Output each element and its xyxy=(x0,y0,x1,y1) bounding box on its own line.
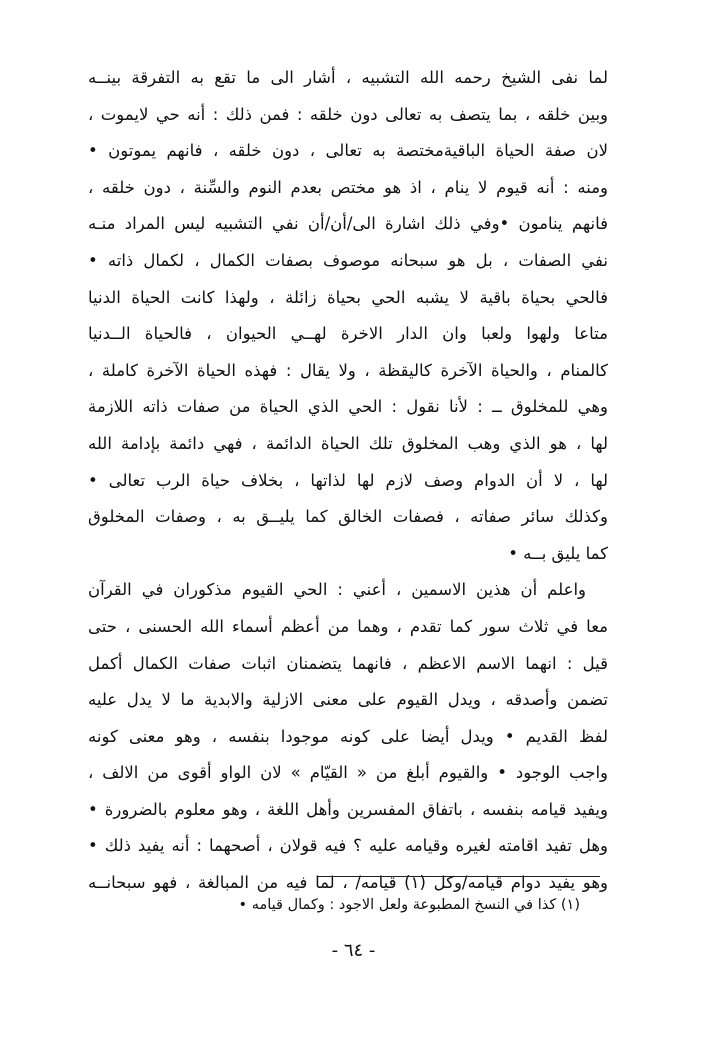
footnote-divider xyxy=(318,876,600,877)
text-line: لها ، لا أن الدوام وصف لازم لها لذاتها ، بخلاف حياة الرب تعالى • xyxy=(88,470,608,490)
footnote: (١) كذا في النسخ المطبوعة ولعل الاجود : وكمال قيامه • xyxy=(238,897,580,913)
text-line: لها ، هو الذي وهب المخلوق تلك الحياة الدائمة ، فهي دائمة بإدامة الله xyxy=(88,433,608,453)
text-line: نفي الصفات ، بل هو سبحانه موصوف بصفات الكمال ، لكمال ذاته • xyxy=(88,250,608,270)
text-line: وهو يفيد دوام قيامه/وكل (١) قيامه/ ، لما فيه من المبالغة ، فهو سبحانــه xyxy=(88,873,608,893)
main-text xyxy=(88,60,608,902)
text-line: تضمن وأصدقه ، ويدل القيوم على معنى الازلية والابدية ما لا يدل عليه xyxy=(88,690,608,710)
text-line: وهي للمخلوق ــ : لأنا نقول : الحي الذي الحياة من صفات ذاته اللازمة xyxy=(88,397,608,417)
page-number: - ٦٤ - xyxy=(331,940,376,961)
text-line: معا في ثلاث سور كما تقدم ، وهما من أعظم أسماء الله الحسنى ، حتى xyxy=(88,616,608,636)
text-line: ويفيد قيامه بنفسه ، باتفاق المفسرين وأهل اللغة ، وهو معلوم بالضرورة • xyxy=(88,799,608,819)
text-line: ومنه : أنه قيوم لا ينام ، اذ هو مختص بعدم النوم والسِّنة ، دون خلقه ، xyxy=(88,177,608,197)
text-line: كالمنام ، والحياة الآخرة كاليقظة ، ولا يقال : فهذه الحياة الآخرة كاملة ، xyxy=(88,360,608,380)
text-line: لما نفى الشيخ رحمه الله التشبيه ، أشار الى ما تقع به التفرقة بينــه xyxy=(88,68,608,87)
text-line: لفظ القديم • ويدل أيضا على كونه موجودا بنفسه ، وهو معنى كونه xyxy=(88,726,608,746)
text-line: فانهم ينامون •وفي ذلك اشارة الى/أن/أن نفي التشبيه ليس المراد منـه xyxy=(88,214,608,234)
paragraph-end-line: كما يليق بــه • xyxy=(508,543,608,563)
text-line: وبين خلقه ، بما يتصف به تعالى دون خلقه : فمن ذلك : أنه حي لايموت ، xyxy=(88,104,608,124)
paragraph-start-line: واعلم أن هذين الاسمين ، أعني : الحي القيوم مذكوران في القرآن xyxy=(88,580,586,600)
text-line: واجب الوجود • والقيوم أبلغ من « القيّام » لان الواو أقوى من الالف ، xyxy=(88,763,608,783)
text-line: لان صفة الحياة الباقيةمختصة به تعالى ، دون خلقه ، فانهم يموتون • xyxy=(88,141,608,161)
text-line: متاعا ولهوا ولعبا وان الدار الاخرة لهــي الحيوان ، فالحياة الــدنيا xyxy=(88,324,608,344)
text-line: قيل : انهما الاسم الاعظم ، فانهما يتضمنان اثبات صفات الكمال أكمل xyxy=(88,653,608,673)
text-line: وكذلك سائر صفاته ، فصفات الخالق كما يليــق به ، وصفات المخلوق xyxy=(88,507,608,527)
text-line: فالحي بحياة باقية لا يشبه الحي بحياة زائلة ، ولهذا كانت الحياة الدنيا xyxy=(88,287,608,307)
text-line: وهل تفيد اقامته لغيره وقيامه عليه ؟ فيه قولان ، أصحهما : أنه يفيد ذلك • xyxy=(88,836,608,856)
